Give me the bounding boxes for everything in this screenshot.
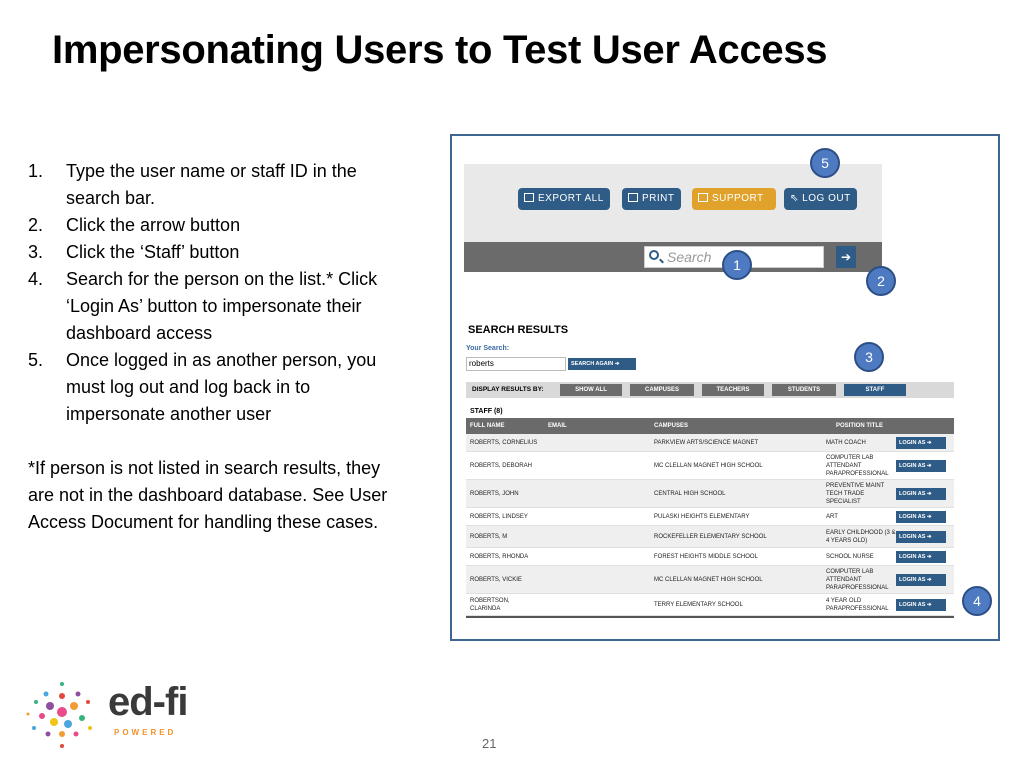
- table-row: [466, 548, 954, 566]
- filter-staff[interactable]: STAFF: [844, 384, 906, 396]
- cell-name: ROBERTS, DEBORAH: [470, 462, 532, 469]
- dots-logo-icon: [22, 672, 106, 752]
- search-placeholder: Search: [667, 249, 712, 265]
- callout-badge-1: 1: [722, 250, 752, 280]
- search-arrow-button[interactable]: ➔: [836, 246, 856, 268]
- cell-name: ROBERTS, M: [470, 533, 508, 540]
- column-email: EMAIL: [548, 423, 567, 429]
- list-icon: [698, 193, 708, 202]
- cell-position: COMPUTER LAB ATTENDANT PARAPROFESSIONAL: [826, 454, 889, 477]
- callout-badge-2: 2: [866, 266, 896, 296]
- callout-badge-4: 4: [962, 586, 992, 616]
- cell-name: ROBERTS, CORNELIUS: [470, 439, 538, 446]
- staff-count-title: STAFF (8): [470, 408, 503, 415]
- dashboard-screenshot: [450, 134, 1000, 641]
- cell-campus: ROCKEFELLER ELEMENTARY SCHOOL: [654, 533, 767, 540]
- logo-wordmark: ed-fi: [108, 680, 188, 724]
- step-3: [28, 239, 408, 266]
- step-number: 3.: [28, 242, 44, 262]
- step-2: [28, 212, 408, 239]
- step-5: [28, 347, 408, 428]
- footnote: *If person is not listed in search results, they are not in the dashboard database. See User Access Document for handling these cases.: [28, 458, 388, 532]
- ed-fi-logo: [22, 672, 222, 752]
- step-text: Type the user name or staff ID in the search bar.: [66, 161, 357, 208]
- your-search-label: Your Search:: [466, 345, 510, 352]
- filter-teachers[interactable]: TEACHERS: [702, 384, 764, 396]
- cell-position: MATH COACH: [826, 439, 866, 446]
- table-header: [466, 418, 954, 434]
- support-label: SUPPORT: [712, 193, 764, 204]
- login-as-button[interactable]: LOGIN AS ➔: [896, 574, 946, 586]
- cell-position: EARLY CHILDHOOD (3 & 4 YEARS OLD): [826, 529, 896, 544]
- display-results-bar: [466, 382, 954, 398]
- step-text: Click the ‘Staff’ button: [66, 242, 240, 262]
- table-body: [466, 434, 954, 616]
- print-button[interactable]: [622, 188, 681, 210]
- cell-name: ROBERTS, LINDSEY: [470, 513, 528, 520]
- login-as-button[interactable]: LOGIN AS ➔: [896, 551, 946, 563]
- filter-campuses[interactable]: CAMPUSES: [630, 384, 694, 396]
- step-text: Click the arrow button: [66, 215, 241, 235]
- cell-campus: PARKVIEW ARTS/SCIENCE MAGNET: [654, 439, 759, 446]
- login-as-button[interactable]: LOGIN AS ➔: [896, 437, 946, 449]
- column-campuses: CAMPUSES: [654, 423, 689, 429]
- log-out-button[interactable]: [784, 188, 857, 210]
- your-search-field[interactable]: roberts: [466, 357, 566, 371]
- filter-students[interactable]: STUDENTS: [772, 384, 836, 396]
- column-position-title: POSITION TITLE: [836, 423, 884, 429]
- display-results-label: DISPLAY RESULTS BY:: [472, 386, 544, 393]
- callout-badge-5: 5: [810, 148, 840, 178]
- step-number: 2.: [28, 215, 44, 235]
- table-row: [466, 480, 954, 508]
- step-1: [28, 158, 408, 212]
- cell-name: ROBERTS, RHONDA: [470, 553, 529, 560]
- export-all-label: EXPORT ALL: [538, 193, 604, 204]
- cell-campus: PULASKI HEIGHTS ELEMENTARY: [654, 513, 750, 520]
- search-results-title: SEARCH RESULTS: [468, 324, 569, 336]
- cell-campus: TERRY ELEMENTARY SCHOOL: [654, 601, 743, 608]
- arrow-up-left-icon: ⇖: [790, 193, 803, 204]
- step-text: Once logged in as another person, you must log out and log back in to impersonate another user: [66, 350, 377, 424]
- cell-name: ROBERTSON, CLARINDA: [470, 597, 510, 612]
- filter-show-all[interactable]: SHOW ALL: [560, 384, 622, 396]
- table-row: [466, 566, 954, 594]
- login-as-button[interactable]: LOGIN AS ➔: [896, 488, 946, 500]
- save-icon: [524, 193, 534, 202]
- login-as-button[interactable]: LOGIN AS ➔: [896, 460, 946, 472]
- cell-campus: CENTRAL HIGH SCHOOL: [654, 490, 726, 497]
- callout-badge-3: 3: [854, 342, 884, 372]
- slide-title: Impersonating Users to Test User Access: [52, 28, 828, 72]
- cell-position: ART: [826, 513, 838, 520]
- cell-position: COMPUTER LAB ATTENDANT PARAPROFESSIONAL: [826, 568, 889, 591]
- printer-icon: [628, 193, 638, 202]
- table-row: [466, 508, 954, 526]
- login-as-button[interactable]: LOGIN AS ➔: [896, 599, 946, 611]
- step-number: 1.: [28, 161, 44, 181]
- column-full-name: FULL NAME: [470, 423, 505, 429]
- search-again-button[interactable]: SEARCH AGAIN ➔: [568, 358, 636, 370]
- step-text: Search for the person on the list.* Click ‘Login As’ button to impersonate their dashboard access: [66, 269, 378, 343]
- cell-position: 4 YEAR OLD PARAPROFESSIONAL: [826, 597, 889, 612]
- cell-campus: MC CLELLAN MAGNET HIGH SCHOOL: [654, 462, 763, 469]
- search-icon: [649, 250, 659, 260]
- cell-position: SCHOOL NURSE: [826, 553, 874, 560]
- instructions: [28, 158, 408, 536]
- table-row: [466, 452, 954, 480]
- cell-position: PREVENTIVE MAINT TECH TRADE SPECIALIST: [826, 482, 885, 505]
- table-row: [466, 526, 954, 548]
- step-number: 5.: [28, 350, 44, 370]
- step-number: 4.: [28, 269, 44, 289]
- log-out-label: LOG OUT: [802, 193, 851, 204]
- table-row: [466, 594, 954, 616]
- cell-campus: MC CLELLAN MAGNET HIGH SCHOOL: [654, 576, 763, 583]
- export-all-button[interactable]: [518, 188, 610, 210]
- cell-name: ROBERTS, VICKIE: [470, 576, 522, 583]
- support-button[interactable]: [692, 188, 776, 210]
- staff-table: [466, 418, 954, 618]
- print-label: PRINT: [642, 193, 675, 204]
- step-4: [28, 266, 408, 347]
- logo-tagline: POWERED: [114, 728, 177, 737]
- login-as-button[interactable]: LOGIN AS ➔: [896, 511, 946, 523]
- cell-campus: FOREST HEIGHTS MIDDLE SCHOOL: [654, 553, 758, 560]
- table-row: [466, 434, 954, 452]
- search-bar: [464, 242, 882, 272]
- cell-name: ROBERTS, JOHN: [470, 490, 519, 497]
- login-as-button[interactable]: LOGIN AS ➔: [896, 531, 946, 543]
- page-number: 21: [482, 736, 497, 751]
